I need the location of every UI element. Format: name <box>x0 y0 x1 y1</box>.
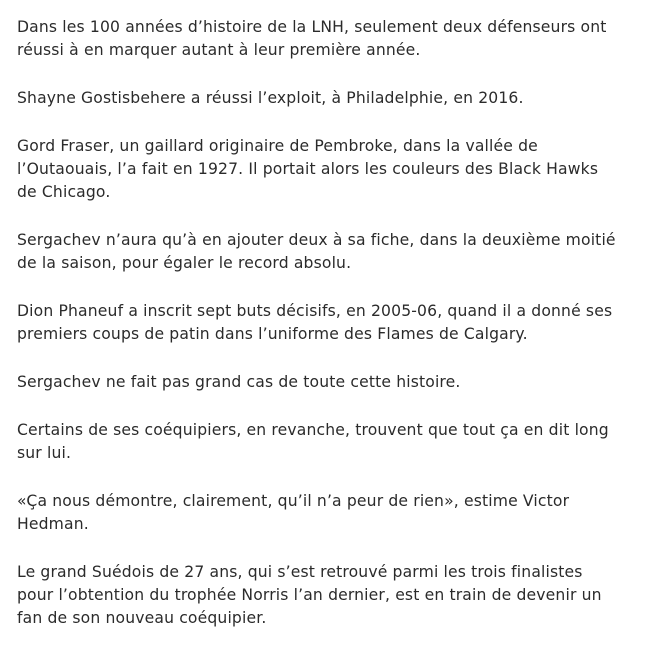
paragraph-3: Gord Fraser, un gaillard originaire de Pembroke, dans la vallée de l’Outaouais, l’a fait en 1927. Il portait alors les couleurs des Black Hawks de Chicago. <box>17 137 599 201</box>
paragraph-5: Dion Phaneuf a inscrit sept buts décisifs, en 2005-06, quand il a donné ses premiers coups de patin dans l’uniforme des Flames de Calgary. <box>17 302 613 343</box>
paragraph-1: Dans les 100 années d’histoire de la LNH, seulement deux défenseurs ont réussi à en marquer autant à leur première année. <box>17 18 607 59</box>
paragraph-4: Sergachev n’aura qu’à en ajouter deux à sa fiche, dans la deuxième moitié de la saison, pour égaler le record absolu. <box>17 231 616 272</box>
paragraph-9: Le grand Suédois de 27 ans, qui s’est retrouvé parmi les trois finalistes pour l’obtention du trophée Norris l’an dernier, est en train de devenir un fan de son nouveau coéquipier. <box>17 563 602 627</box>
paragraph-2: Shayne Gostisbehere a réussi l’exploit, à Philadelphie, en 2016. <box>17 89 524 107</box>
paragraph-7: Certains de ses coéquipiers, en revanche, trouvent que tout ça en dit long sur lui. <box>17 421 609 462</box>
paragraph-6: Sergachev ne fait pas grand cas de toute cette histoire. <box>17 373 461 391</box>
paragraph-8: «Ça nous démontre, clairement, qu’il n’a peur de rien», estime Victor Hedman. <box>17 492 570 533</box>
article-body <box>17 16 617 655</box>
